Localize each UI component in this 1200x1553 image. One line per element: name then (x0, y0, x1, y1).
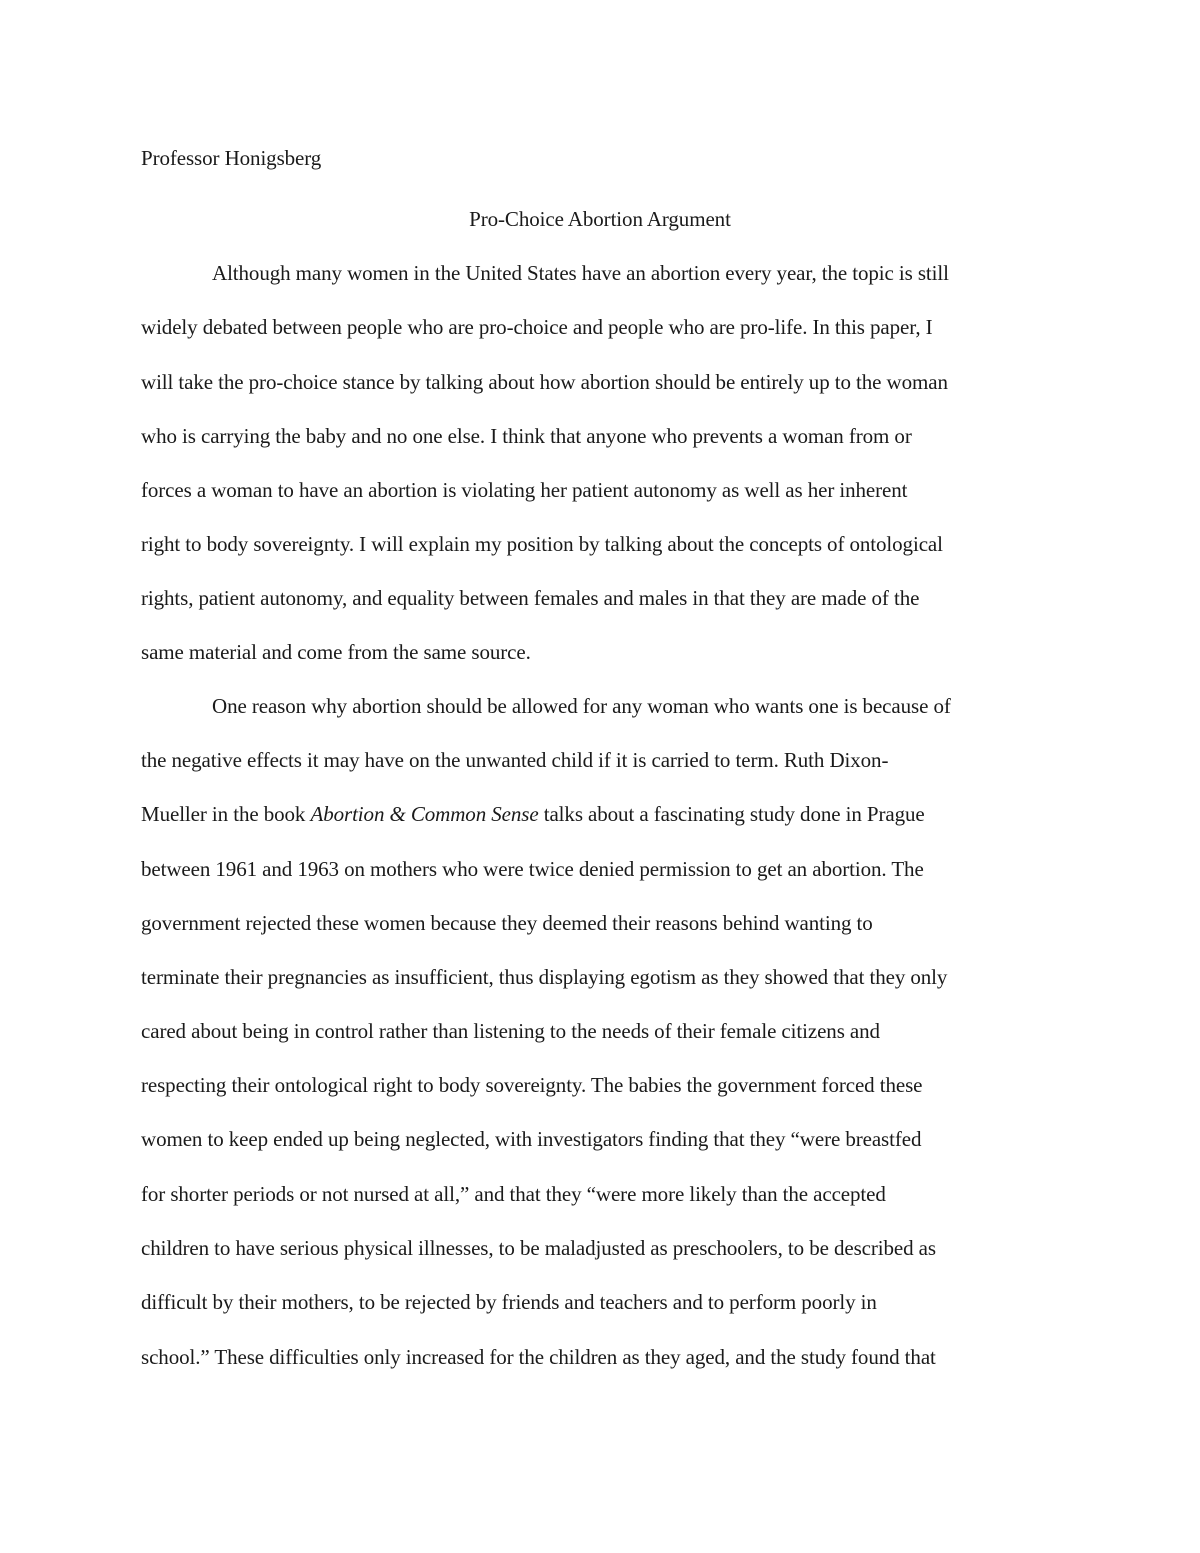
paragraph-line: for shorter periods or not nursed at all,” and that they “were more likely than the accepted (141, 1182, 886, 1206)
text-segment: Mueller in the book (141, 802, 311, 826)
paragraph-line: children to have serious physical illnesses, to be maladjusted as preschoolers, to be described as (141, 1236, 936, 1260)
paragraph-line: respecting their ontological right to body sovereignty. The babies the government forced these (141, 1073, 923, 1097)
paragraph-line: between 1961 and 1963 on mothers who were twice denied permission to get an abortion. The (141, 857, 924, 881)
paragraph-line: rights, patient autonomy, and equality between females and males in that they are made of the (141, 586, 920, 610)
paragraph-line: government rejected these women because they deemed their reasons behind wanting to (141, 911, 873, 935)
paragraph-line: One reason why abortion should be allowed for any woman who wants one is because of (212, 694, 951, 718)
paragraph-line: cared about being in control rather than listening to the needs of their female citizens and (141, 1019, 880, 1043)
paragraph-line: terminate their pregnancies as insufficient, thus displaying egotism as they showed that they only (141, 965, 948, 989)
paragraph-line: widely debated between people who are pro-choice and people who are pro-life. In this paper, I (141, 315, 933, 339)
paragraph-line: women to keep ended up being neglected, with investigators finding that they “were breastfed (141, 1127, 922, 1151)
paragraph-line: the negative effects it may have on the unwanted child if it is carried to term. Ruth Dixon- (141, 748, 889, 772)
paragraph-line: forces a woman to have an abortion is violating her patient autonomy as well as her inherent (141, 478, 908, 502)
paragraph-line: Although many women in the United States have an abortion every year, the topic is still (212, 261, 949, 285)
paragraph-line: right to body sovereignty. I will explain my position by talking about the concepts of ontological (141, 532, 943, 556)
book-title: Abortion & Common Sense (310, 802, 539, 826)
paragraph-line: difficult by their mothers, to be rejected by friends and teachers and to perform poorly in (141, 1290, 877, 1314)
professor-name: Professor Honigsberg (141, 146, 322, 170)
document-title: Pro-Choice Abortion Argument (469, 207, 731, 231)
paragraph-line: will take the pro-choice stance by talking about how abortion should be entirely up to the woman (141, 370, 948, 394)
paragraph-line (141, 800, 925, 828)
paragraph-line: same material and come from the same source. (141, 640, 531, 664)
paragraph-line: school.” These difficulties only increased for the children as they aged, and the study found that (141, 1345, 936, 1369)
text-segment: talks about a fascinating study done in Prague (538, 802, 925, 826)
paragraph-line: who is carrying the baby and no one else. I think that anyone who prevents a woman from or (141, 424, 912, 448)
